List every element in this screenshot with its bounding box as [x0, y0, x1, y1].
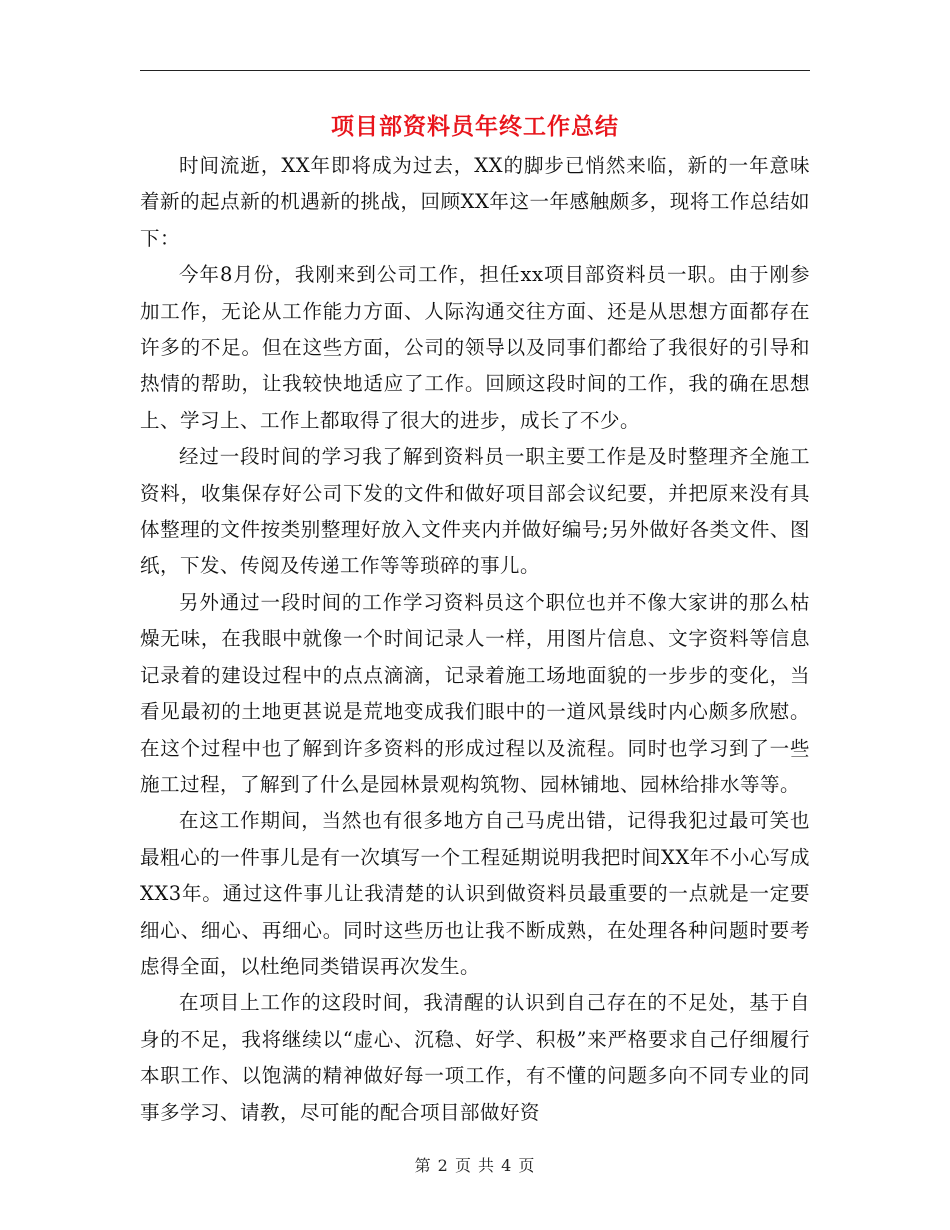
- document-body: [140, 148, 810, 1131]
- paragraph: 另外通过一段时间的工作学习资料员这个职位也并不像大家讲的那么枯燥无味，在我眼中就像一个时间记录人一样，用图片信息、文字资料等信息记录着的建设过程中的点点滴滴，记录着施工场地面貌的一步步的变化，当看见最初的土地更甚说是荒地变成我们眼中的一道风景线时内心颇多欣慰。在这个过程中也了解到许多资料的形成过程以及流程。同时也学习到了一些施工过程，了解到了什么是园林景观构筑物、园林铺地、园林给排水等等。: [140, 590, 810, 796]
- paragraph: 今年8月份，我刚来到公司工作，担任xx项目部资料员一职。由于刚参加工作，无论从工作能力方面、人际沟通交往方面、还是从思想方面都存在许多的不足。但在这些方面，公司的领导以及同事们都给了我很好的引导和热情的帮助，让我较快地适应了工作。回顾这段时间的工作，我的确在思想上、学习上、工作上都取得了很大的进步，成长了不少。: [140, 263, 810, 432]
- paragraph: 在项目上工作的这段时间，我清醒的认识到自己存在的不足处，基于自身的不足，我将继续以“虚心、沉稳、好学、积极”来严格要求自己仔细履行本职工作、以饱满的精神做好每一项工作，有不懂的问题多向不同专业的同事多学习、请教，尽可能的配合项目部做好资: [140, 991, 810, 1124]
- header-rule: [140, 70, 810, 71]
- paragraph: 经过一段时间的学习我了解到资料员一职主要工作是及时整理齐全施工资料，收集保存好公司下发的文件和做好项目部会议纪要，并把原来没有具体整理的文件按类别整理好放入文件夹内并做好编号;另外做好各类文件、图纸，下发、传阅及传递工作等等琐碎的事儿。: [140, 445, 810, 578]
- document-title: 项目部资料员年终工作总结: [331, 114, 619, 140]
- page-footer: 第 2 页 共 4 页: [414, 1156, 536, 1175]
- paragraph: 在这工作期间，当然也有很多地方自己马虎出错，记得我犯过最可笑也最粗心的一件事儿是有一次填写一个工程延期说明我把时间XX年不小心写成XX3年。通过这件事儿让我清楚的认识到做资料员最重要的一点就是一定要细心、细心、再细心。同时这些历也让我不断成熟，在处理各种问题时要考虑得全面，以杜绝同类错误再次发生。: [140, 809, 810, 978]
- paragraph: 时间流逝，XX年即将成为过去，XX的脚步已悄然来临，新的一年意味着新的起点新的机遇新的挑战，回顾XX年这一年感触颇多，现将工作总结如下：: [140, 154, 810, 250]
